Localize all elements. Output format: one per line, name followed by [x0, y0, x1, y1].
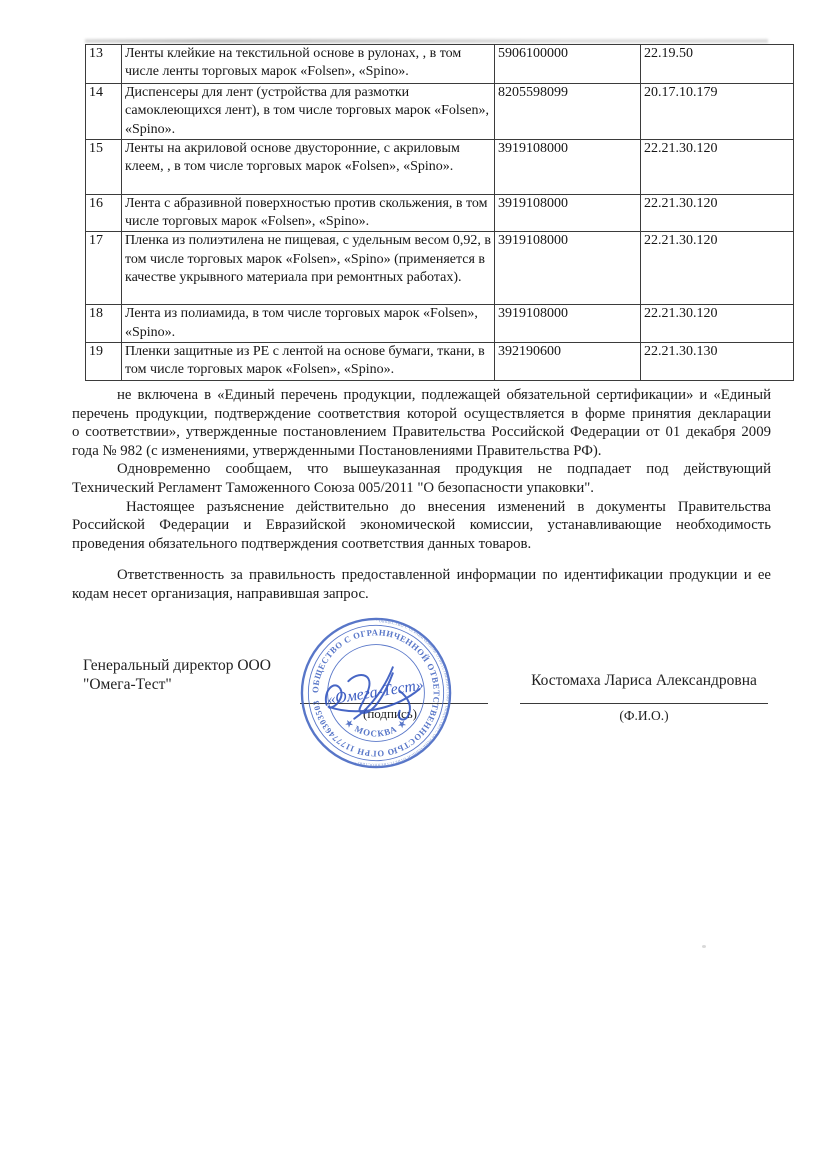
hs-code-cell: 3919108000	[495, 232, 641, 305]
paragraph-gap	[72, 553, 771, 566]
table-row	[86, 84, 794, 140]
paragraph-line: Российской Федерации и Евразийской экономической комиссии, устанавливающие необходимость	[72, 517, 771, 534]
paragraph-line: года № 982 (с изменениями, утвержденными Постановлениями Правительства РФ).	[72, 442, 602, 459]
body-text	[72, 386, 771, 604]
okpd-code-cell: 22.21.30.120	[641, 194, 794, 232]
hs-code-cell: 8205598099	[495, 84, 641, 140]
okpd-code-cell: 22.21.30.120	[641, 232, 794, 305]
round-seal-stamp	[297, 614, 455, 772]
row-number-cell: 13	[86, 45, 122, 84]
row-number-cell: 17	[86, 232, 122, 305]
row-number-cell: 14	[86, 84, 122, 140]
paragraph-line: Ответственность за правильность предоставленной информации по идентификации продукции и ее	[117, 567, 771, 584]
hs-code-cell: 5906100000	[495, 45, 641, 84]
paragraph-line: Настоящее разъяснение действительно до внесения изменений в документы Правительства	[126, 498, 771, 515]
okpd-code-cell: 22.21.30.120	[641, 305, 794, 343]
products-table-wrap	[85, 44, 794, 381]
row-number-cell: 16	[86, 194, 122, 232]
paragraph-line: о соответствии», утвержденные постановлением Правительства Российской Федерации от 01 декабря 2009	[72, 424, 771, 441]
paragraph-line: не включена в «Единый перечень продукции, подлежащей обязательной сертификации» и «Единый	[117, 387, 771, 403]
hs-code-cell: 392190600	[495, 343, 641, 381]
signer-position-line2: "Омега-Тест"	[83, 676, 172, 693]
okpd-code-cell: 22.21.30.120	[641, 139, 794, 194]
okpd-code-cell: 22.21.30.130	[641, 343, 794, 381]
body-paragraph	[72, 498, 771, 554]
table-row	[86, 194, 794, 232]
table-row	[86, 139, 794, 194]
paragraph-line: Технический Регламент Таможенного Союза 005/2011 "О безопасности упаковки".	[72, 479, 594, 496]
body-paragraph	[72, 386, 771, 460]
hs-code-cell: 3919108000	[495, 194, 641, 232]
scan-dot	[702, 945, 706, 948]
description-cell: Пленки защитные из PE с лентой на основе бумаги, ткани, в том числе торговых марок «Folsen», «Spino».	[122, 343, 495, 381]
row-number-cell: 19	[86, 343, 122, 381]
table-row	[86, 343, 794, 381]
seal-micro-text: · ОБЩЕСТВО С ОГРАНИЧЕННОЙ ОТВЕТСТВЕННОСТЬЮ · ОБЩЕСТВО С ОГРАНИЧЕННОЙ ОТВЕТСТВЕННОСТЬЮ ·	[354, 618, 451, 768]
okpd-code-cell: 20.17.10.179	[641, 84, 794, 140]
seal-svg	[297, 614, 455, 772]
table-row	[86, 232, 794, 305]
description-cell: Пленка из полиэтилена не пищевая, с удельным весом 0,92, в том числе торговых марок «Folsen», «Spino» (применяется в качестве укрывного материала при ремонтных работах).	[122, 232, 495, 305]
row-number-cell: 15	[86, 139, 122, 194]
signer-position	[83, 656, 271, 694]
table-row	[86, 305, 794, 343]
hs-code-cell: 3919108000	[495, 305, 641, 343]
signer-position-line1: Генеральный директор ООО	[83, 657, 271, 674]
seal-signature-text: «Омега-Тест»	[326, 676, 425, 709]
paragraph-line: проведения обязательного подтверждения соответствия данных товаров.	[72, 535, 532, 552]
body-paragraph	[72, 460, 771, 497]
seal-ring-text: ОБЩЕСТВО С ОГРАНИЧЕННОЙ ОТВЕТСТВЕННОСТЬЮ ОГРН 1177746303503	[310, 627, 442, 759]
hs-code-cell: 3919108000	[495, 139, 641, 194]
paragraph-line: Одновременно сообщаем, что вышеуказанная продукция не подпадает под действующий	[117, 461, 771, 478]
description-cell: Диспенсеры для лент (устройства для размотки самоклеющихся лент), в том числе торговых марок «Folsen», «Spino».	[122, 84, 495, 140]
row-number-cell: 18	[86, 305, 122, 343]
fio-caption: (Ф.И.О.)	[619, 708, 669, 723]
description-cell: Лента с абразивной поверхностью против скольжения, в том числе торговых марок «Folsen», «Spino».	[122, 194, 495, 232]
okpd-code-cell: 22.19.50	[641, 45, 794, 84]
scan-smudge	[85, 39, 768, 43]
description-cell: Ленты клейкие на текстильной основе в рулонах, , в том числе ленты торговых марок «Folsen», «Spino».	[122, 45, 495, 84]
name-line	[520, 703, 768, 704]
description-cell: Ленты на акриловой основе двусторонние, с акриловым клеем, , в том числе торговых марок «Folsen», «Spino».	[122, 139, 495, 194]
products-table	[85, 44, 794, 381]
signer-full-name: Костомаха Лариса Александровна	[531, 672, 757, 689]
seal-city-text: ★ МОСКВА ★	[343, 717, 409, 739]
table-row	[86, 45, 794, 84]
paragraph-line: перечень продукции, подтверждение соответствия которой осуществляется в форме принятия декларации	[72, 405, 771, 422]
description-cell: Лента из полиамида, в том числе торговых марок «Folsen», «Spino».	[122, 305, 495, 343]
paragraph-line: кодам несет организация, направившая запрос.	[72, 585, 369, 602]
body-paragraph	[72, 566, 771, 603]
signature-caption: (подпись)	[363, 706, 417, 721]
